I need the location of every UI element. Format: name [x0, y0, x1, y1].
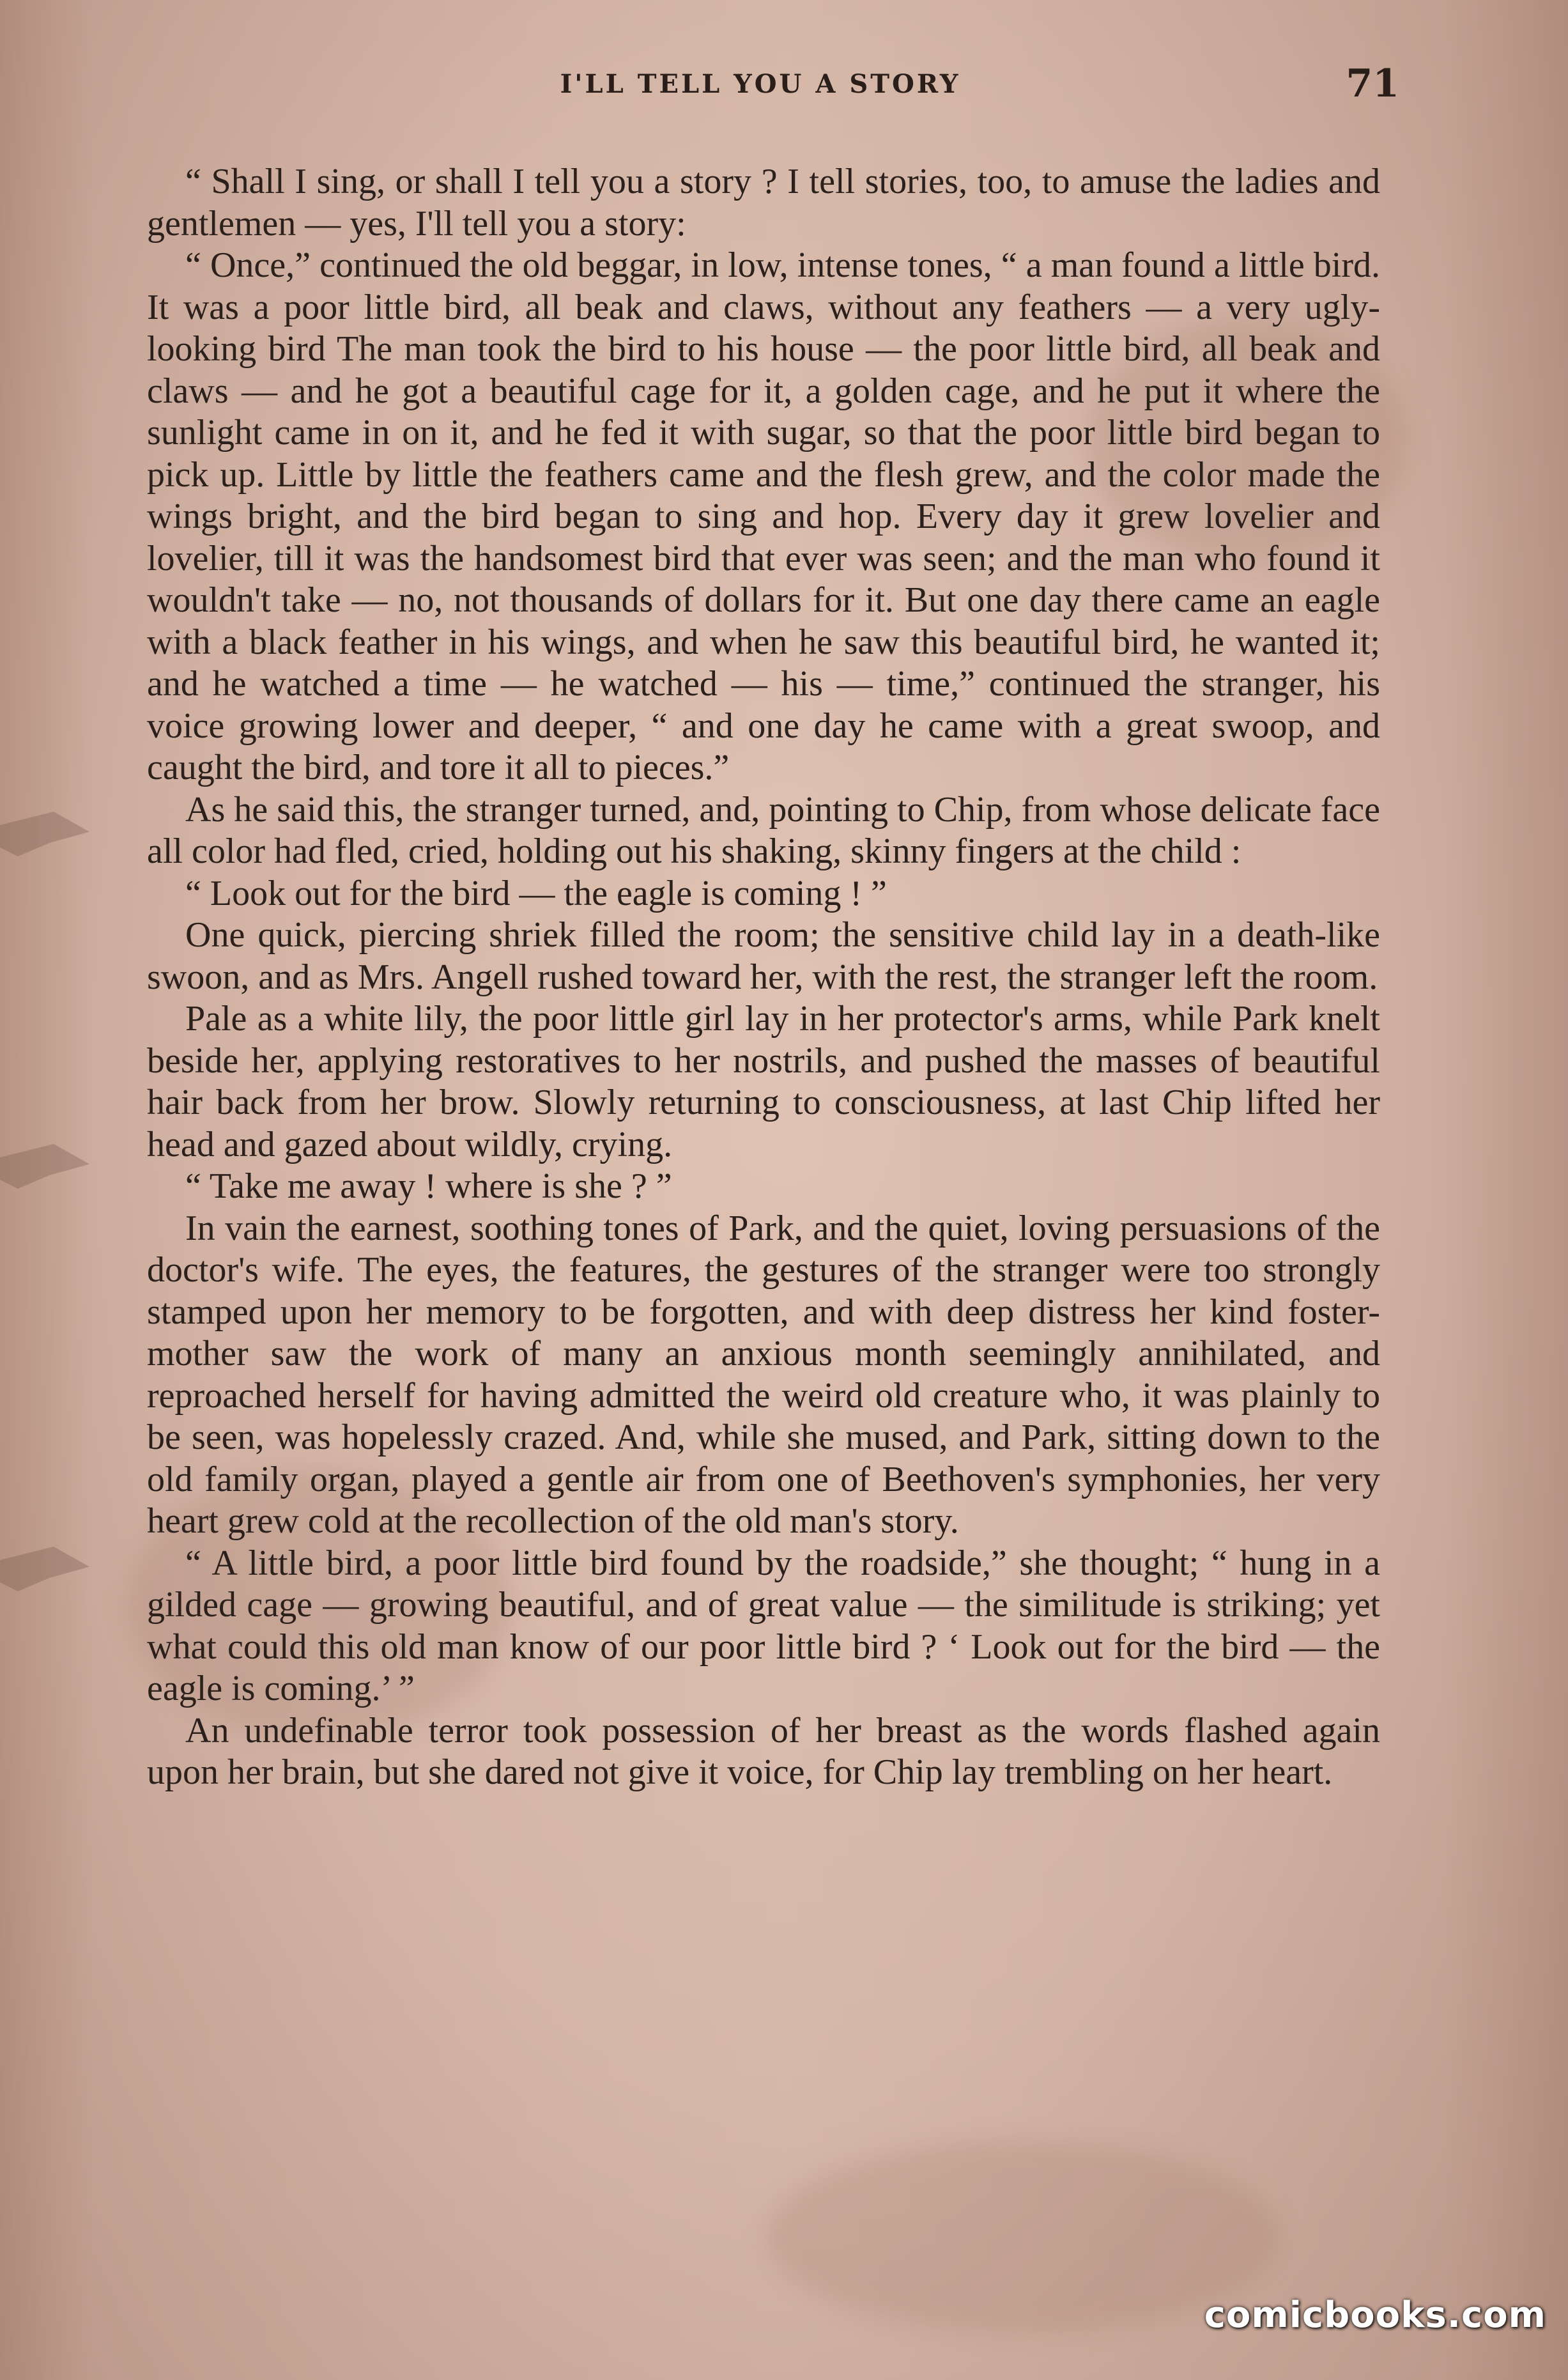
running-head: I'LL TELL YOU A STORY [560, 69, 961, 99]
page-number: 71 [1346, 61, 1399, 106]
paragraph: “ Once,” continued the old beggar, in low, intense tones, “ a man found a little bird. It was a poor little bird, all beak and claws, without any feathers — a very ugly-looking bird The man took the bird to his house — the poor little bird, all beak and claws — and he got a beautiful cage for it, a golden cage, and he put it where the sunlight came in on it, and he fed it with sugar, so that the poor little bird began to pick up. Little by little the feathers came and the flesh grew, and the color made the wings bright, and the bird began to sing and hop. Every day it grew lovelier and lovelier, till it was the handsomest bird that ever was seen; and the man who found it wouldn't take — no, not thousands of dollars for it. But one day there came an eagle with a black feather in his wings, and when he saw this beautiful bird, he wanted it; and he watched a time — he watched — his — time,” continued the stranger, his voice growing lower and deeper, “ and one day he came with a great swoop, and caught the bird, and tore it all to pieces.” [147, 245, 1380, 787]
body-text [147, 161, 1380, 1794]
paragraph: As he said this, the stranger turned, and, pointing to Chip, from whose delicate face all color had fled, cried, holding out his shaking, skinny fingers at the child : [147, 789, 1380, 871]
paragraph: “ Take me away ! where is she ? ” [185, 1166, 672, 1206]
paragraph: “ Look out for the bird — the eagle is coming ! ” [185, 873, 887, 913]
paragraph: Pale as a white lily, the poor little girl lay in her protector's arms, while Park knelt beside her, applying restoratives to her nostrils, and pushed the masses of beautiful hair back from her brow. Slowly returning to consciousness, at last Chip lifted her head and gazed about wildly, crying. [147, 999, 1380, 1164]
page-tear-mark [0, 1144, 89, 1189]
page-tear-mark [0, 812, 89, 856]
paragraph: “ Shall I sing, or shall I tell you a story ? I tell stories, too, to amuse the ladies and gentlemen — yes, I'll tell you a story: [147, 162, 1380, 243]
paragraph: One quick, piercing shriek filled the room; the sensitive child lay in a death-like swoon, and as Mrs. Angell rushed toward her, with the rest, the stranger left the room. [147, 915, 1380, 997]
page-tear-mark [0, 1547, 89, 1591]
paragraph: In vain the earnest, soothing tones of Park, and the quiet, loving persuasions of the doctor's wife. The eyes, the features, the gestures of the stranger were too strongly stamped upon her memory to be forgotten, and with deep distress her kind foster-mother saw the work of many an anxious month seemingly annihilated, and reproached herself for having admitted the weird old creature who, it was plainly to be seen, was hopelessly crazed. And, while she mused, and Park, sitting down to the old family organ, played a gentle air from one of Beethoven's symphonies, her very heart grew cold at the recollection of the old man's story. [147, 1208, 1380, 1541]
paragraph: An undefinable terror took possession of her breast as the words flashed again upon her brain, but she dared not give it voice, for Chip lay trembling on her heart. [147, 1710, 1380, 1792]
watermark: comicbooks.com [1204, 2294, 1546, 2336]
paragraph: “ A little bird, a poor little bird found by the roadside,” she thought; “ hung in a gilded cage — growing beautiful, and of great value — the similitude is striking; yet what could this old man know of our poor little bird ? ‘ Look out for the bird — the eagle is coming.’ ” [147, 1543, 1380, 1708]
